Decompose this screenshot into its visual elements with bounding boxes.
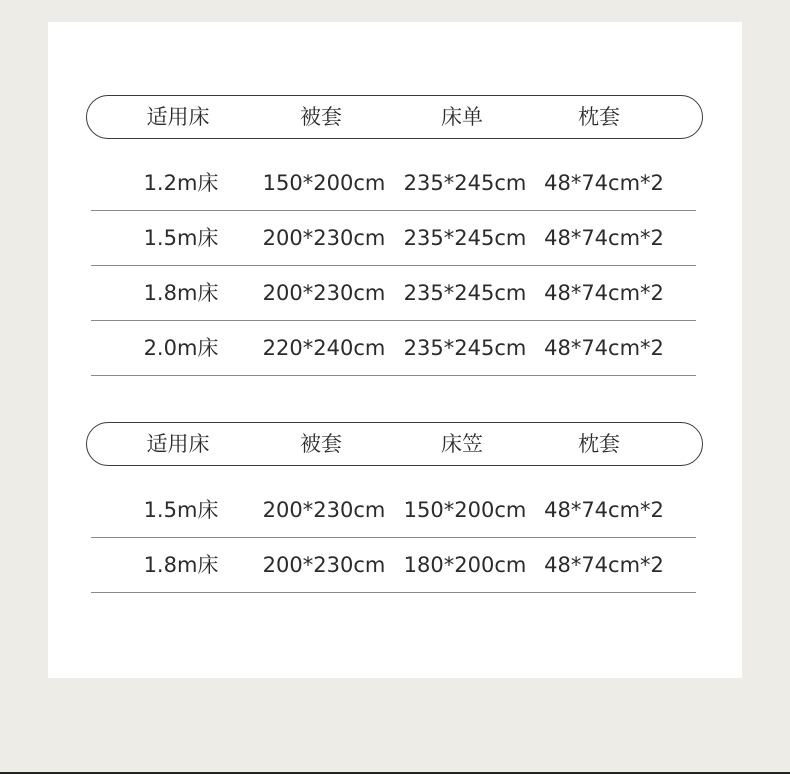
cell-duvet-cover: 220*240cm <box>262 336 386 360</box>
size-chart-card <box>48 22 742 678</box>
cell-duvet-cover: 200*230cm <box>262 226 386 250</box>
cell-pillowcase: 48*74cm*2 <box>544 553 664 577</box>
cell-bed-sheet: 235*245cm <box>403 281 527 305</box>
table-row <box>91 266 696 321</box>
table-row <box>91 321 696 376</box>
table-row <box>91 538 696 593</box>
table-header <box>86 422 703 466</box>
header-duvet-cover: 被套 <box>300 105 342 129</box>
cell-duvet-cover: 200*230cm <box>262 281 386 305</box>
cell-bed-size: 1.5m床 <box>143 498 219 522</box>
cell-pillowcase: 48*74cm*2 <box>544 498 664 522</box>
header-bed-size: 适用床 <box>146 105 210 129</box>
cell-pillowcase: 48*74cm*2 <box>544 281 664 305</box>
table-row <box>91 211 696 266</box>
table-header <box>86 95 703 139</box>
table-row <box>91 483 696 538</box>
header-fitted-sheet: 床笠 <box>441 432 483 456</box>
cell-pillowcase: 48*74cm*2 <box>544 171 664 195</box>
cell-pillowcase: 48*74cm*2 <box>544 336 664 360</box>
cell-bed-size: 1.5m床 <box>143 226 219 250</box>
table-body <box>86 156 703 376</box>
cell-bed-size: 1.8m床 <box>143 281 219 305</box>
cell-bed-sheet: 235*245cm <box>403 336 527 360</box>
cell-duvet-cover: 200*230cm <box>262 498 386 522</box>
size-table-duvet-sheet <box>86 95 703 376</box>
cell-bed-size: 2.0m床 <box>143 336 219 360</box>
cell-bed-sheet: 235*245cm <box>403 171 527 195</box>
cell-pillowcase: 48*74cm*2 <box>544 226 664 250</box>
table-body <box>86 483 703 593</box>
size-table-duvet-fitted-sheet <box>86 422 703 593</box>
cell-fitted-sheet: 180*200cm <box>403 553 527 577</box>
cell-duvet-cover: 200*230cm <box>262 553 386 577</box>
cell-bed-sheet: 235*245cm <box>403 226 527 250</box>
cell-duvet-cover: 150*200cm <box>262 171 386 195</box>
cell-bed-size: 1.8m床 <box>143 553 219 577</box>
header-bed-sheet: 床单 <box>441 105 483 129</box>
table-row <box>91 156 696 211</box>
cell-fitted-sheet: 150*200cm <box>403 498 527 522</box>
header-bed-size: 适用床 <box>146 432 210 456</box>
header-pillowcase: 枕套 <box>578 105 620 129</box>
header-pillowcase: 枕套 <box>578 432 620 456</box>
header-duvet-cover: 被套 <box>300 432 342 456</box>
cell-bed-size: 1.2m床 <box>143 171 219 195</box>
